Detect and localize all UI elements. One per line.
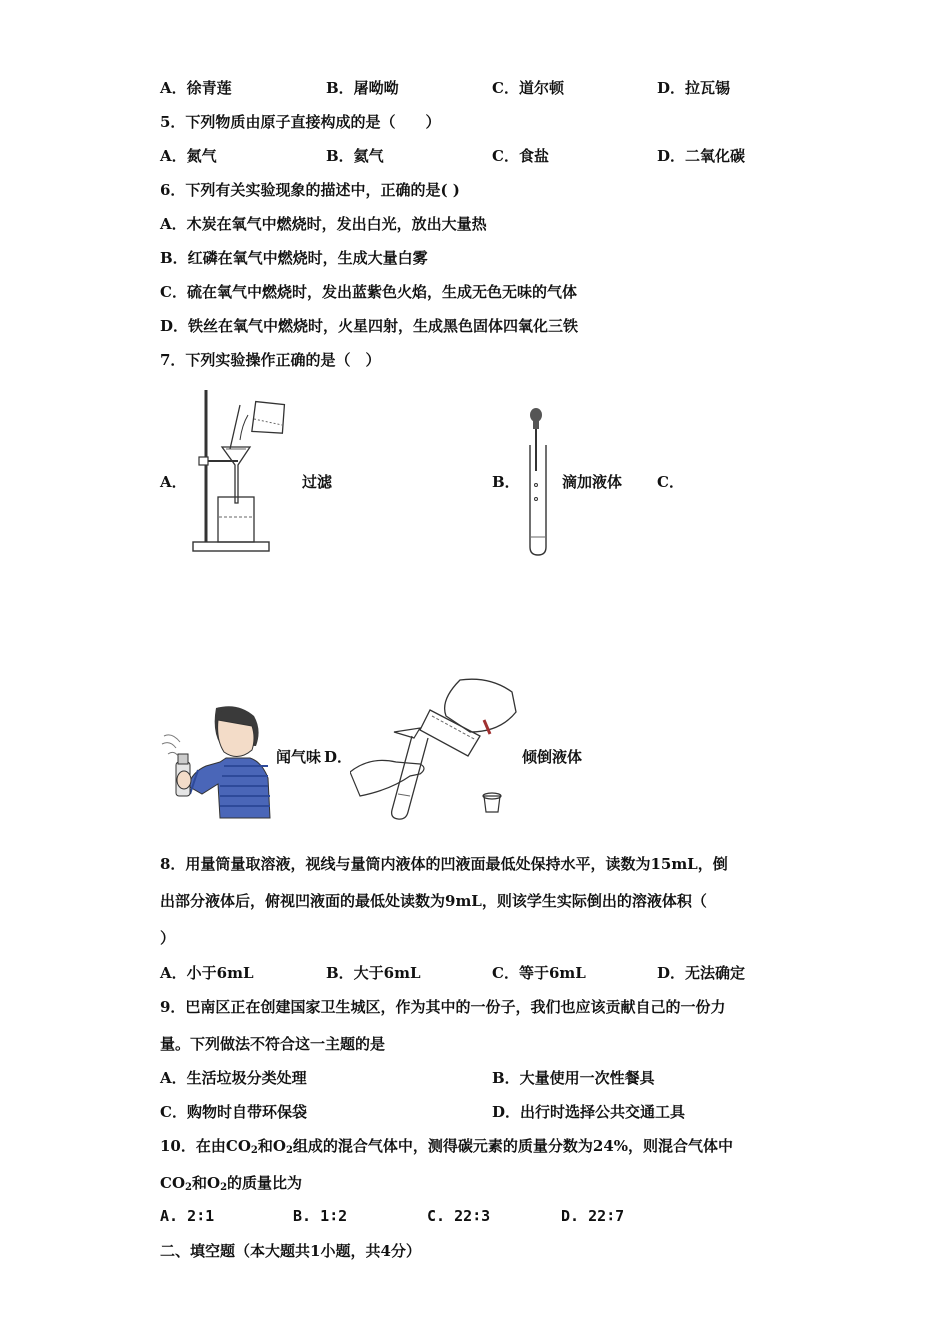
q5-option-b: B．氦气 bbox=[326, 147, 384, 165]
q6-option-b: B．红磷在氧气中燃烧时，生成大量白雾 bbox=[160, 249, 428, 267]
q5-stem: 5．下列物质由原子直接构成的是（ ） bbox=[160, 113, 441, 131]
q4-option-c: C．道尔顿 bbox=[492, 79, 564, 97]
q8-line-2: 出部分液体后，俯视凹液面的最低处读数为9mL，则该学生实际倒出的溶液体积（ bbox=[160, 892, 707, 910]
q10-option-d: D. 22∶7 bbox=[561, 1207, 625, 1225]
q8-option-a: A．小于6mL bbox=[160, 964, 254, 982]
q7-option-b-letter: B． bbox=[492, 473, 520, 491]
q4-option-a: A．徐青莲 bbox=[160, 79, 232, 97]
filtration-figure bbox=[188, 385, 308, 557]
dropper-figure bbox=[522, 405, 554, 557]
q7-option-c-label: 闻气味 bbox=[276, 748, 322, 766]
q5-option-d: D．二氧化碳 bbox=[657, 147, 746, 165]
q8-option-d: D．无法确定 bbox=[657, 964, 746, 982]
q6-option-d: D．铁丝在氧气中燃烧时，火星四射，生成黑色固体四氧化三铁 bbox=[160, 317, 579, 335]
q6-option-a: A．木炭在氧气中燃烧时，发出白光，放出大量热 bbox=[160, 215, 487, 233]
q6-option-c: C．硫在氧气中燃烧时，发出蓝紫色火焰，生成无色无味的气体 bbox=[160, 283, 577, 301]
q9-line-1: 9．巴南区正在创建国家卫生城区，作为其中的一份子，我们也应该贡献自己的一份力 bbox=[160, 998, 726, 1016]
q7-option-c-letter: C． bbox=[657, 473, 684, 491]
q9-option-b: B．大量使用一次性餐具 bbox=[492, 1069, 655, 1087]
q8-option-c: C．等于6mL bbox=[492, 964, 586, 982]
q9-option-d: D．出行时选择公共交通工具 bbox=[492, 1103, 686, 1121]
q5-option-a: A．氮气 bbox=[160, 147, 217, 165]
q4-option-d: D．拉瓦锡 bbox=[657, 79, 731, 97]
q8-line-3: ） bbox=[160, 929, 176, 947]
q10-line-1: 10．在由$CO_2$和$O_2$组成的混合气体中，测得碳元素的质量分数为24%，则混合气体中 bbox=[160, 1137, 734, 1156]
q10-line-2: $CO_2$和$O_2$的质量比为 bbox=[160, 1174, 303, 1193]
q10-option-b: B. 1∶2 bbox=[293, 1207, 348, 1225]
q9-option-a: A．生活垃圾分类处理 bbox=[160, 1069, 307, 1087]
q7-option-a-letter: A． bbox=[160, 473, 187, 491]
q9-option-c: C．购物时自带环保袋 bbox=[160, 1103, 307, 1121]
section-2-heading: 二、填空题（本大题共1小题，共4分） bbox=[160, 1242, 421, 1260]
q8-option-b: B．大于6mL bbox=[326, 964, 421, 982]
q5-option-c: C．食盐 bbox=[492, 147, 549, 165]
q7-option-b-label: 滴加液体 bbox=[562, 473, 623, 491]
q6-stem: 6．下列有关实验现象的描述中，正确的是( ) bbox=[160, 181, 460, 199]
q10-option-c: C. 22∶3 bbox=[427, 1207, 491, 1225]
pouring-figure bbox=[350, 672, 522, 822]
q7-option-d-label: 倾倒液体 bbox=[522, 748, 583, 766]
q7-stem: 7．下列实验操作正确的是（ ） bbox=[160, 351, 381, 369]
q7-option-a-label: 过滤 bbox=[302, 473, 333, 491]
q10-option-a: A. 2∶1 bbox=[160, 1207, 215, 1225]
q4-option-b: B．屠呦呦 bbox=[326, 79, 399, 97]
q8-line-1: 8．用量筒量取溶液，视线与量筒内液体的凹液面最低处保持水平，读数为15mL，倒 bbox=[160, 855, 728, 873]
smelling-figure bbox=[158, 700, 273, 820]
q9-line-2: 量。下列做法不符合这一主题的是 bbox=[160, 1035, 386, 1053]
q7-option-d-letter: D． bbox=[324, 748, 353, 766]
